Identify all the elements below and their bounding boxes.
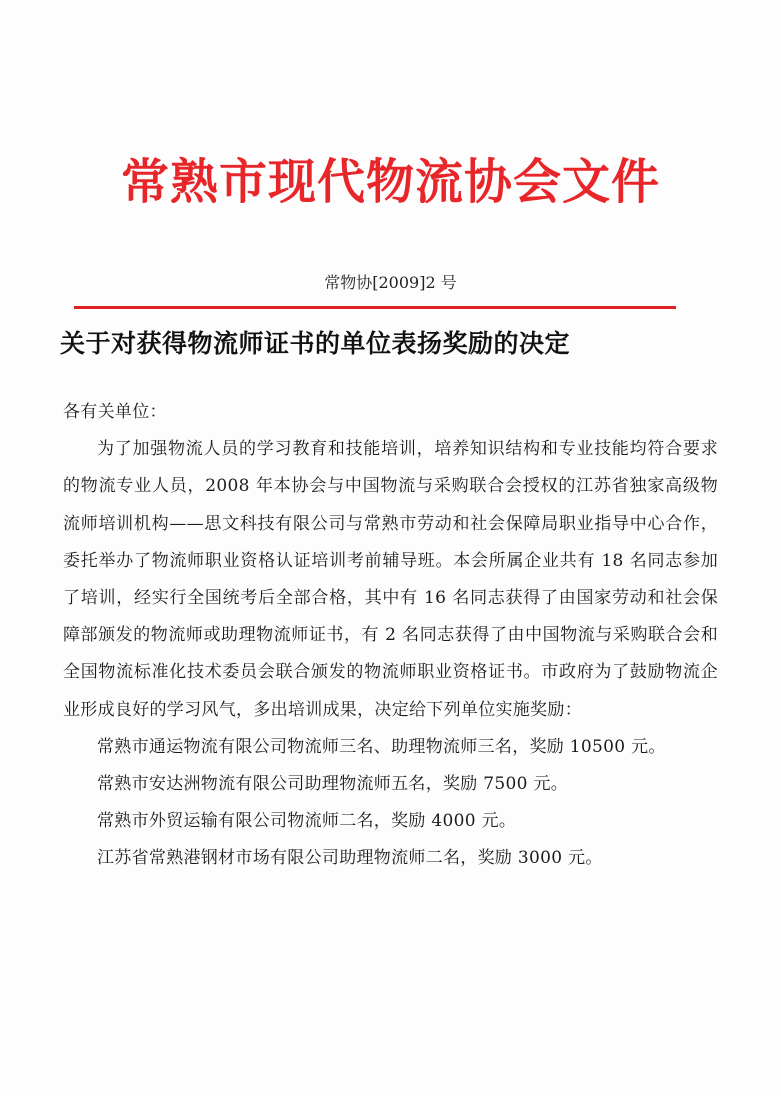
award-item: 常熟市通运物流有限公司物流师三名、助理物流师三名，奖励 10500 元。: [97, 736, 666, 757]
document-title: 关于对获得物流师证书的单位表扬奖励的决定: [60, 329, 571, 358]
award-item: 江苏省常熟港钢材市场有限公司助理物流师二名，奖励 3000 元。: [97, 848, 603, 869]
award-item: 常熟市外贸运输有限公司物流师二名，奖励 4000 元。: [97, 811, 517, 832]
red-divider-rule: [74, 306, 676, 309]
main-paragraph: 为了加强物流人员的学习教育和技能培训，培养知识结构和专业技能均符合要求的物流专业人员，2008 年本协会与中国物流与采购联合会授权的江苏省独家高级物流师培训机构——思文科技有限公司与常熟市劳动和社会保障局职业指导中心合作，委托举办了物流师职业资格认证培训考前辅导班。本会所属企业共有 18 名同志参加了培训，经实行全国统考后全部合格，其中有 16 名同志获得了由国家劳动和社会保障部颁发的物流师或助理物流师证书，有 2 名同志获得了由中国物流与采购联合会和全国物流标准化技术委员会联合颁发的物流师职业资格证书。市政府为了鼓励物流企业形成良好的学习风气，多出培训成果，决定给下列单位实施奖励：: [63, 439, 718, 720]
document-number: 常物协[2009]2 号: [324, 273, 457, 292]
document-body: [63, 394, 718, 878]
award-item: 常熟市安达洲物流有限公司助理物流师五名，奖励 7500 元。: [97, 774, 569, 795]
masthead-title: 常熟市现代物流协会文件: [120, 154, 660, 210]
salutation: 各有关单位：: [63, 402, 167, 422]
